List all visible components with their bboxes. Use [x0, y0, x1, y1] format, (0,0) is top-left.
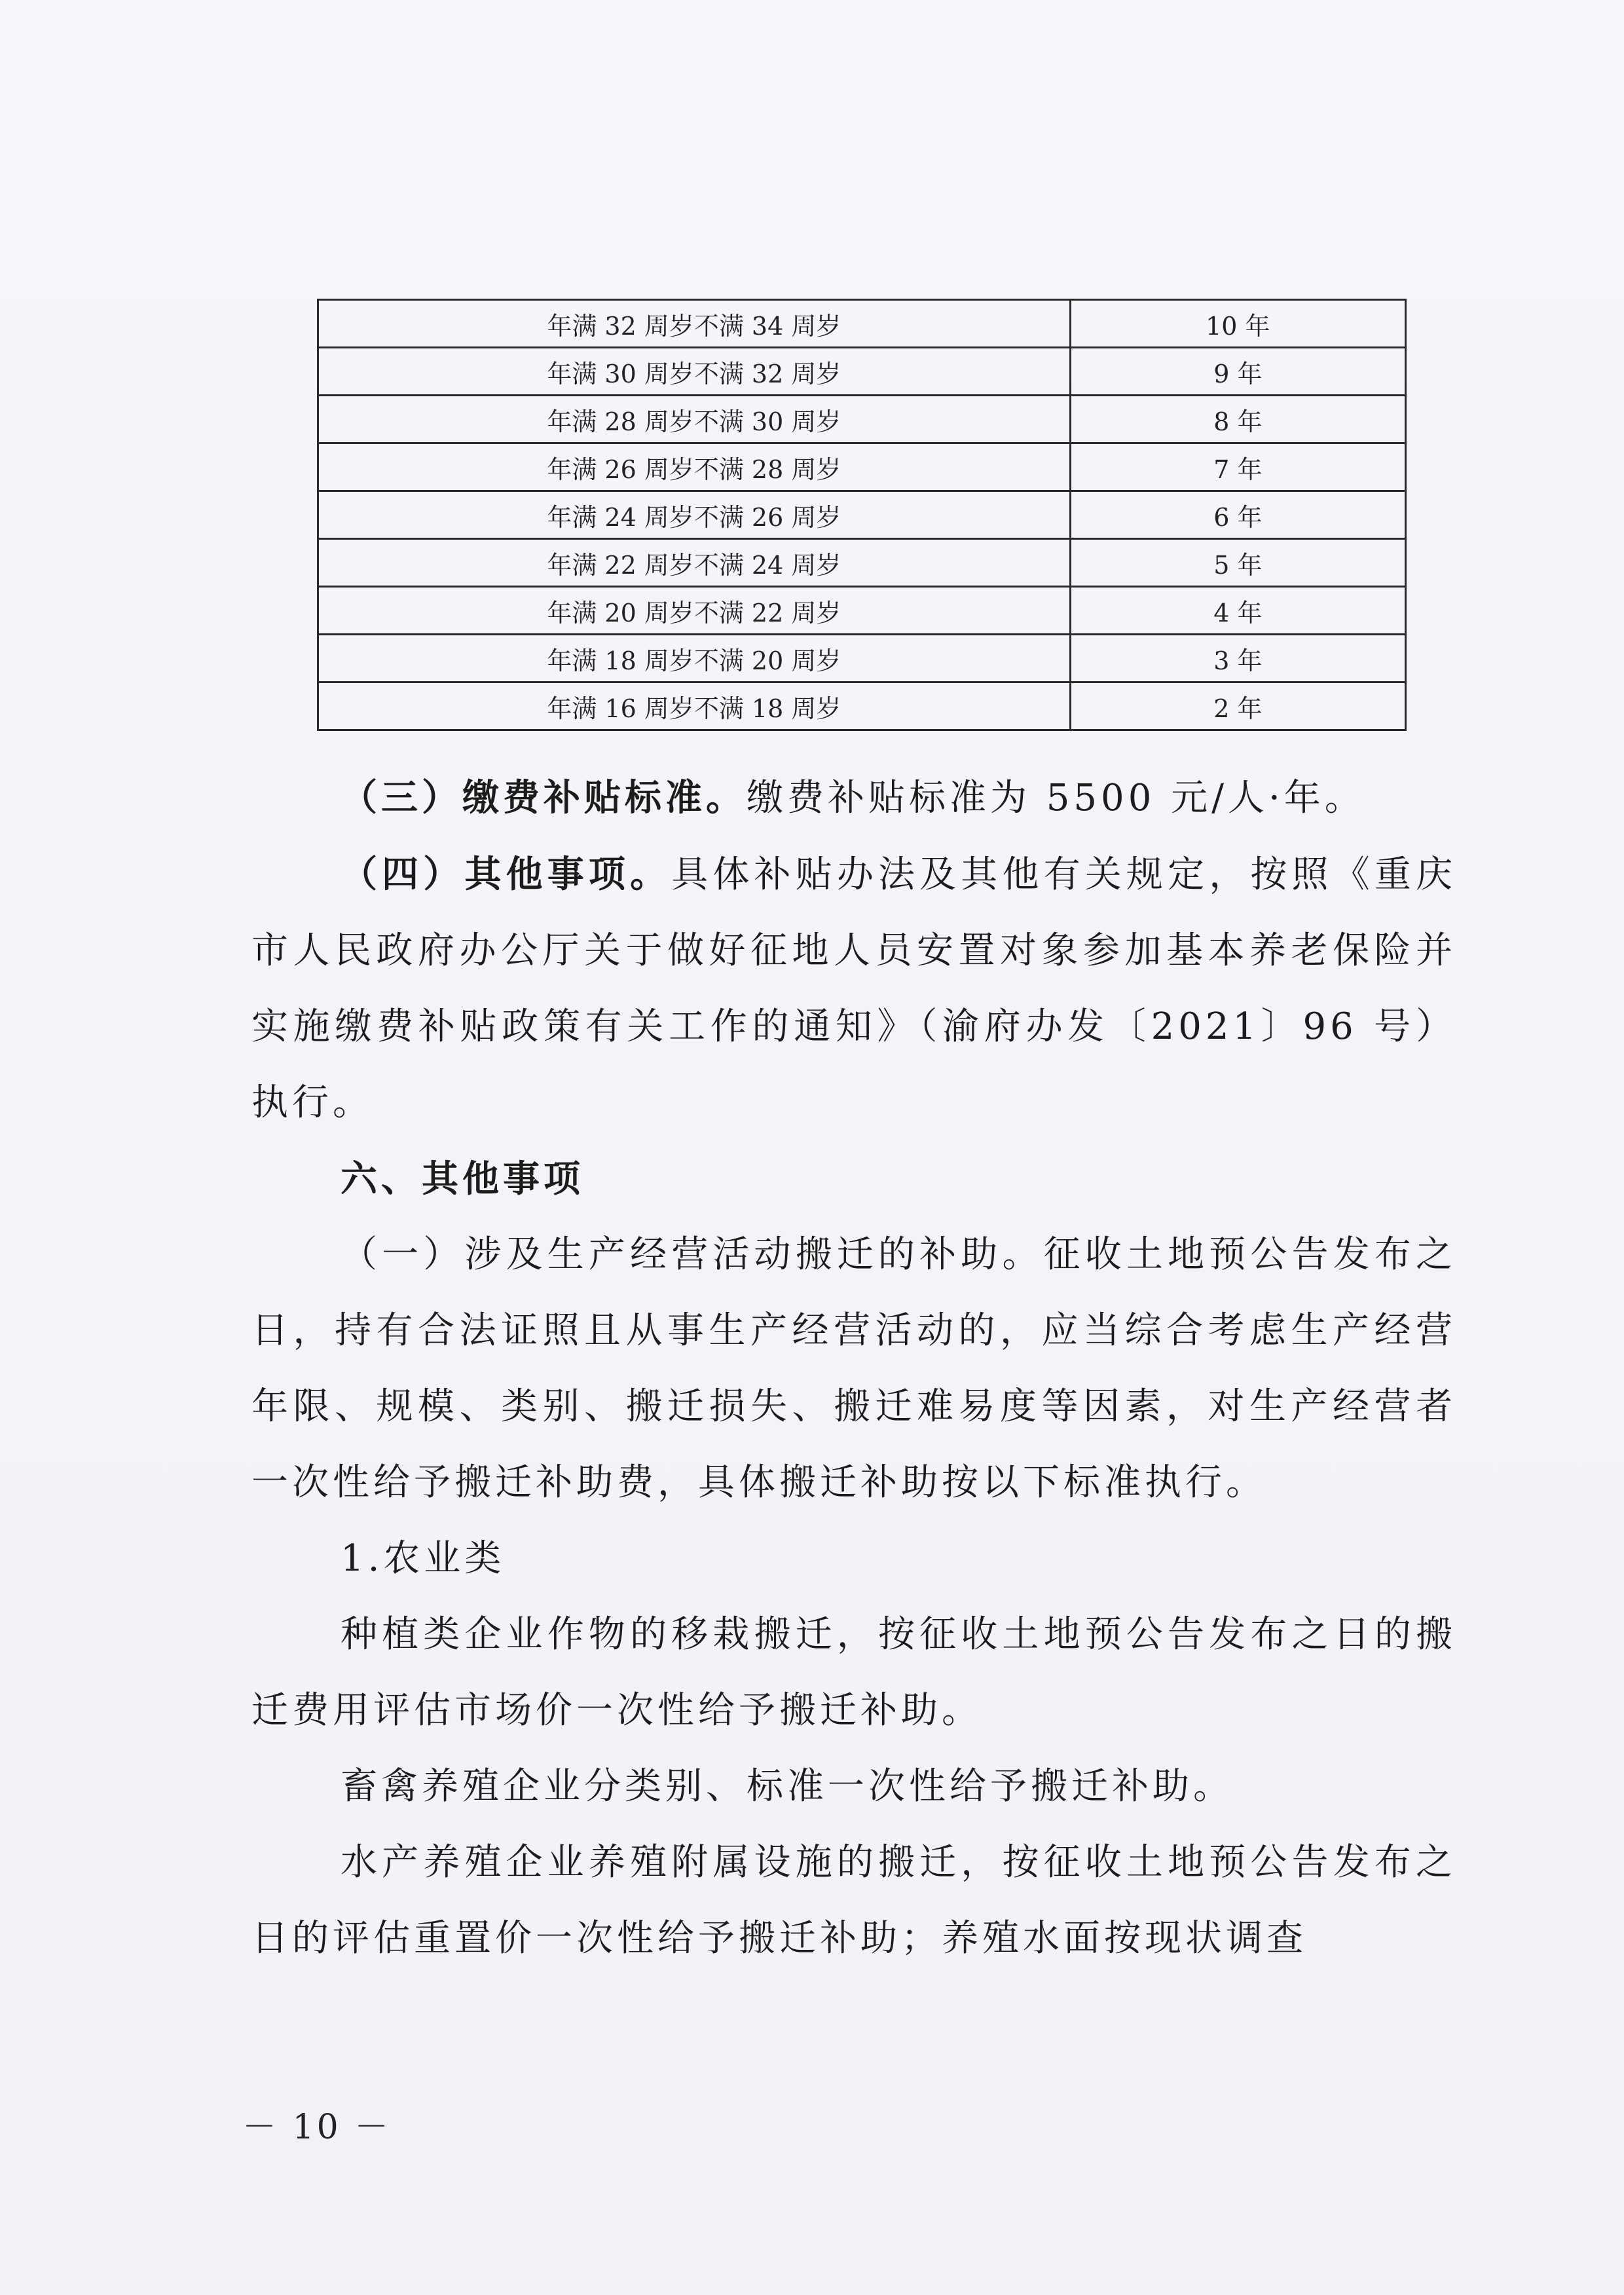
section-text-3: 缴费补贴标准为 5500 元/人·年。 — [747, 777, 1365, 819]
paragraph-other-matters — [251, 836, 1456, 1141]
chapter-heading-6: 六、其他事项 — [341, 1157, 584, 1201]
years-cell: 8 年 — [1070, 396, 1405, 443]
age-range-cell: 年满 18 周岁不满 20 周岁 — [318, 635, 1071, 682]
section-heading-4: （四）其他事项。 — [341, 853, 672, 896]
table-row — [318, 396, 1406, 443]
age-range-cell: 年满 24 周岁不满 26 周岁 — [318, 491, 1071, 539]
age-years-table — [317, 299, 1407, 731]
table-row — [318, 300, 1406, 348]
table-row — [318, 443, 1406, 491]
years-cell: 5 年 — [1070, 539, 1405, 587]
years-cell: 10 年 — [1070, 300, 1405, 348]
age-range-cell: 年满 22 周岁不满 24 周岁 — [318, 539, 1071, 587]
years-cell: 9 年 — [1070, 348, 1405, 396]
years-cell: 3 年 — [1070, 635, 1405, 682]
paragraph-planting: 种植类企业作物的移栽搬迁，按征收土地预公告发布之日的搬迁费用评估市场价一次性给予搬迁补助。 — [251, 1613, 1456, 1732]
years-cell: 4 年 — [1070, 587, 1405, 635]
paragraph-livestock: 畜禽养殖企业分类别、标准一次性给予搬迁补助。 — [341, 1765, 1234, 1808]
section-text-4: 具体补贴办法及其他有关规定，按照《重庆市人民政府办公厅关于做好征地人员安置对象参加基本养老保险并实施缴费补贴政策有关工作的通知》（渝府办发〔2021〕96 号）执行。 — [251, 853, 1457, 1124]
paragraph-aquaculture: 水产养殖企业养殖附属设施的搬迁，按征收土地预公告发布之日的评估重置价一次性给予搬迁补助；养殖水面按现状调查 — [251, 1841, 1456, 1960]
body-text — [251, 760, 1456, 1977]
paragraph-relocation-subsidy: （一）涉及生产经营活动搬迁的补助。征收土地预公告发布之日，持有合法证照且从事生产经营活动的，应当综合考虑生产经营年限、规模、类别、搬迁损失、搬迁难易度等因素，对生产经营者一次性给予搬迁补助费，具体搬迁补助按以下标准执行。 — [251, 1233, 1456, 1504]
table-row — [318, 682, 1406, 730]
age-range-cell: 年满 16 周岁不满 18 周岁 — [318, 682, 1071, 730]
age-range-cell: 年满 20 周岁不满 22 周岁 — [318, 587, 1071, 635]
page-number: － 10 － — [242, 2108, 392, 2147]
age-range-cell: 年满 32 周岁不满 34 周岁 — [318, 300, 1071, 348]
table-row — [318, 348, 1406, 396]
table-row — [318, 587, 1406, 635]
age-range-cell: 年满 30 周岁不满 32 周岁 — [318, 348, 1071, 396]
paragraph-contribution-standard — [251, 760, 1456, 836]
table-row — [318, 635, 1406, 682]
years-cell: 6 年 — [1070, 491, 1405, 539]
table-body — [318, 300, 1406, 730]
age-range-cell: 年满 28 周岁不满 30 周岁 — [318, 396, 1071, 443]
age-range-cell: 年满 26 周岁不满 28 周岁 — [318, 443, 1071, 491]
subheading-agriculture: 1.农业类 — [341, 1537, 506, 1580]
table-row — [318, 491, 1406, 539]
years-cell: 2 年 — [1070, 682, 1405, 730]
section-heading-3: （三）缴费补贴标准。 — [341, 776, 747, 819]
years-cell: 7 年 — [1070, 443, 1405, 491]
table-row — [318, 539, 1406, 587]
